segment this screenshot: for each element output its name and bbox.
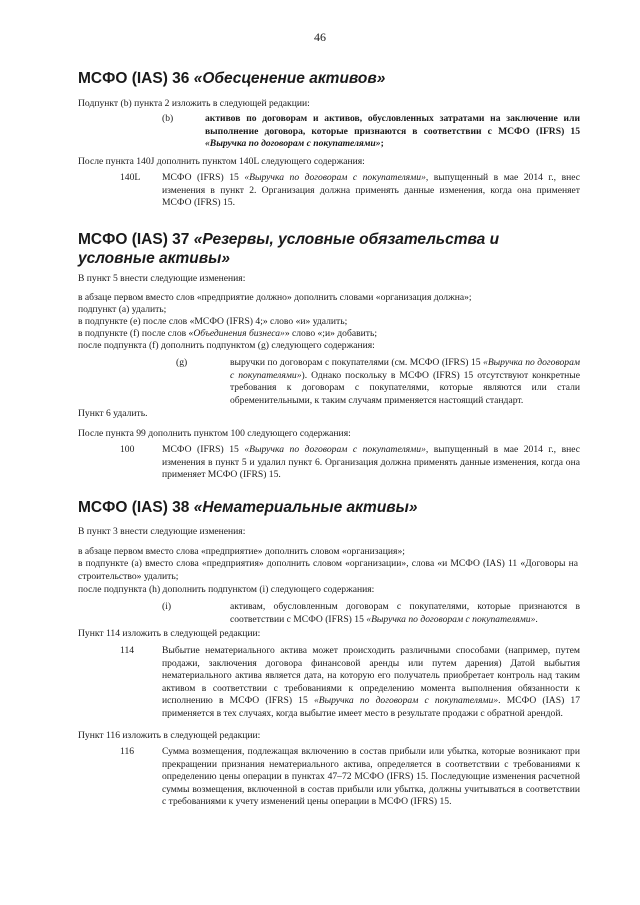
section-title-ias38: МСФО (IAS) 38 «Нематериальные активы» <box>78 499 418 516</box>
ias38-116-text: Сумма возмещения, подлежащая включению в состав прибыли или убытка, которые возникают при прекращении признания нематериального актива, определяется в соответствии с требованиями к определению цены операции в пунктах 47–72 МСФО (IFRS) 15. Последующие изменения расчетной суммы возмещения, включенной в состав прибыли или убытка, должны учитываться в соответствии с требованиями к учету изменений цены операции в МСФО (IFRS) 15. <box>162 746 580 808</box>
ias36-b-text: активов по договорам и активов, обусловленных затратами на заключение или выполнение договора, которые признаются в соответствии с МСФО (IFRS) 15 «Выручка по договорам с покупателями»; <box>205 113 580 150</box>
ias37-p6: Пункт 6 удалить. <box>78 408 148 419</box>
section-title-ias36: МСФО (IAS) 36 «Обесценение активов» <box>78 70 386 87</box>
ias38-i-text: активам, обусловленным договорам с покупателями, которые признаются в соответствии с МСФО (IFRS) 15 «Выручка по договорам с покупателями». <box>230 601 580 625</box>
ias37-line-3: в подпункте (е) после слов «МСФО (IFRS) 4;» слово «и» удалить; <box>78 316 348 327</box>
ias37-100-text: МСФО (IFRS) 15 «Выручка по договорам с покупателями», выпущенный в мае 2014 г., внес изменения в пункт 5 и удалил пункт 6. Организация должна применять данные изменения, когда она применяет МСФО (IFRS) 15. <box>162 444 580 481</box>
ias38-i-label: (i) <box>162 601 172 612</box>
ias38-114-number: 114 <box>120 645 135 656</box>
ias37-intro: В пункт 5 внести следующие изменения: <box>78 273 246 284</box>
ias38-114-text: Выбытие нематериального актива может происходить различными способами (например, путем продажи, заключения договора финансовой аренды или путем дарения) Датой выбытия нематериального актива является дата, на которую его получатель приобретает контроль над таким активом в соответствии с требованиями к определению момента выполнения обязанности к исполнению в МСФО (IFRS) 15 «Выручка по договорам с покупателями». МСФО (IAS) 17 применяется в тех случаях, когда выбытие имеет место в результате продажи с обратной арендой. <box>162 645 581 719</box>
ias36-140l-text: МСФО (IFRS) 15 «Выручка по договорам с покупателями», выпущенный в мае 2014 г., внес изменения в пункт 2. Организация должна применять данные изменения, когда она применяет МСФО (IFRS) 15. <box>162 172 580 209</box>
ias36-b-label: (b) <box>162 113 174 124</box>
ias38-116-number: 116 <box>120 746 135 757</box>
ias37-g-label: (g) <box>176 357 188 368</box>
ias37-g-text: выручки по договорам с покупателями (см. МСФО (IFRS) 15 «Выручка по договорам с покупателями»). Однако поскольку в МСФО (IFRS) 15 отсутствуют конкретные требования к договорам с покупателями, которые являются или стали обременительными, к таким случаям применяется настоящий стандарт. <box>230 357 580 406</box>
ias36-140l-number: 140L <box>120 172 141 183</box>
ias37-after99: После пункта 99 дополнить пунктом 100 следующего содержания: <box>78 428 351 439</box>
ias38-intro: В пункт 3 внести следующие изменения: <box>78 526 246 537</box>
ias38-line-2: в подпункте (а) вместо слова «предприятия» дополнить словом «организации», слова «и МСФО (IAS) 11 «Договоры на строительство» удалить; <box>78 558 578 582</box>
ias38-line-1: в абзаце первом вместо слова «предприятие» дополнить словом «организация»; <box>78 546 405 557</box>
ias37-100-number: 100 <box>120 444 135 455</box>
ias38-p116-intro: Пункт 116 изложить в следующей редакции: <box>78 730 261 741</box>
ias37-line-4: в подпункте (f) после слов «Объединения бизнеса»» слово «;и» добавить; <box>78 328 378 339</box>
ias37-line-2: подпункт (а) удалить; <box>78 304 167 315</box>
page-number: 46 <box>314 30 326 44</box>
ias36-after: После пункта 140J дополнить пунктом 140L следующего содержания: <box>78 156 365 167</box>
ias37-line-1: в абзаце первом вместо слов «предприятие должно» дополнить словами «организация должна»; <box>78 292 472 303</box>
ias38-line-3: после подпункта (h) дополнить подпунктом (i) следующего содержания: <box>78 584 375 595</box>
section-title-ias37: МСФО (IAS) 37 «Резервы, условные обязательства и условные активы» <box>78 231 500 267</box>
ias37-line-5: после подпункта (f) дополнить подпунктом (g) следующего содержания: <box>78 340 375 351</box>
ias36-intro: Подпункт (b) пункта 2 изложить в следующей редакции: <box>78 98 310 109</box>
ias38-p114-intro: Пункт 114 изложить в следующей редакции: <box>78 628 261 639</box>
